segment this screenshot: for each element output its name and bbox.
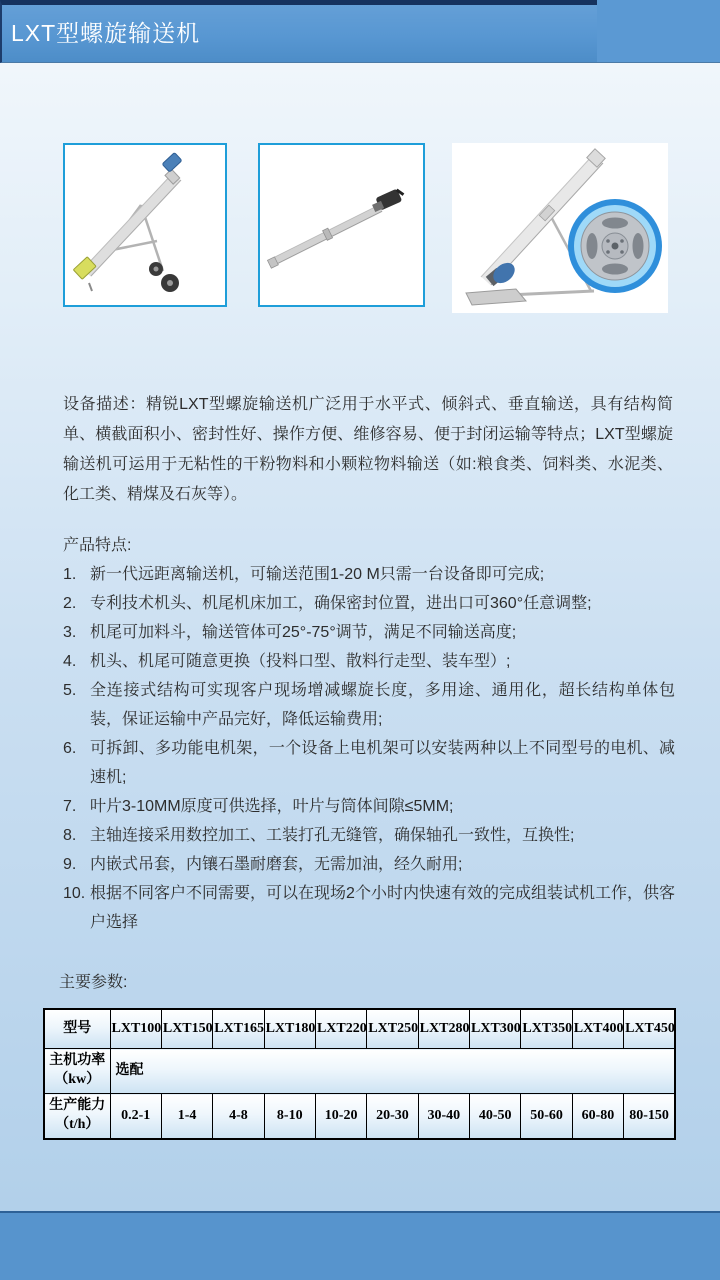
feature-number: 6.: [63, 740, 77, 757]
feature-number: 5.: [63, 682, 77, 699]
capacity-cell: 4-8: [213, 1094, 264, 1140]
capacity-cell: 60-80: [572, 1094, 623, 1140]
header-right-band: [597, 0, 720, 63]
inclined-conveyor-drawing: [452, 143, 668, 313]
tripod-conveyor-drawing: [65, 145, 225, 305]
feature-item: [63, 589, 675, 618]
tube-conveyor-drawing: [260, 145, 423, 305]
parameters-table: [43, 1008, 676, 1140]
feature-number: 9.: [63, 856, 77, 873]
capacity-cell: 40-50: [470, 1094, 521, 1140]
parameters-heading: 主要参数:: [59, 974, 128, 991]
page-title: LXT型螺旋输送机: [11, 20, 201, 46]
model-cell: LXT250: [367, 1009, 418, 1049]
feature-text: 专利技术机头、机尾机床加工，确保密封位置，进出口可360°任意调整;: [90, 595, 592, 612]
model-cell: LXT450: [624, 1009, 675, 1049]
features-list: [63, 560, 675, 937]
model-cell: LXT100: [110, 1009, 161, 1049]
capacity-cell: 1-4: [161, 1094, 212, 1140]
feature-number: 3.: [63, 624, 77, 641]
feature-item: [63, 647, 675, 676]
feature-item: [63, 734, 675, 792]
power-label-cell: 主机功率（kw）: [44, 1049, 110, 1094]
feature-number: 2.: [63, 595, 77, 612]
feature-number: 4.: [63, 653, 77, 670]
model-cell: LXT400: [572, 1009, 623, 1049]
model-cell: LXT350: [521, 1009, 572, 1049]
table-row-power: [44, 1049, 675, 1094]
feature-item: [63, 850, 675, 879]
feature-text: 机尾可加料斗，输送管体可25°-75°调节，满足不同输送高度;: [90, 624, 517, 641]
feature-text: 可拆卸、多功能电机架，一个设备上电机架可以安装两种以上不同型号的电机、减速机;: [90, 740, 675, 786]
model-cell: LXT165: [213, 1009, 264, 1049]
feature-text: 根据不同客户不同需要，可以在现场2个小时内快速有效的完成组装试机工作，供客户选择: [90, 885, 675, 931]
capacity-label-cell: 生产能力（t/h）: [44, 1094, 110, 1140]
capacity-cell: 80-150: [624, 1094, 675, 1140]
feature-number: 7.: [63, 798, 77, 815]
feature-text: 内嵌式吊套，内镶石墨耐磨套，无需加油，经久耐用;: [90, 856, 463, 873]
product-photo-inclined-conveyor: [452, 143, 668, 313]
feature-item: [63, 879, 675, 937]
model-cell: LXT180: [264, 1009, 315, 1049]
feature-text: 新一代远距离输送机，可输送范围1-20 M只需一台设备即可完成;: [90, 566, 545, 583]
feature-text: 叶片3-10MM原度可供选择，叶片与筒体间隙≤5MM;: [90, 798, 454, 815]
product-photo-tube-conveyor: [258, 143, 425, 307]
model-cell: LXT300: [470, 1009, 521, 1049]
features-heading: 产品特点:: [63, 537, 132, 554]
feature-number: 1.: [63, 566, 77, 583]
feature-item: [63, 792, 675, 821]
model-header-cell: 型号: [44, 1009, 110, 1049]
capacity-cell: 30-40: [418, 1094, 469, 1140]
feature-item: [63, 560, 675, 589]
product-description: 设备描述：精锐LXT型螺旋输送机广泛用于水平式、倾斜式、垂直输送，具有结构简单、横截面积小、密封性好、操作方便、维修容易、便于封闭运输等特点；LXT型螺旋输送机可运用于无粘性的干粉物料和小颗粒物料输送（如:粮食类、饲料类、水泥类、化工类、精煤及石灰等）。: [63, 396, 673, 503]
power-value-cell: 选配: [110, 1049, 675, 1094]
feature-text: 机头、机尾可随意更换（投料口型、散料行走型、装车型）;: [90, 653, 511, 670]
capacity-cell: 8-10: [264, 1094, 315, 1140]
model-cell: LXT220: [315, 1009, 366, 1049]
header-title-block: [0, 0, 597, 63]
feature-number: 10.: [63, 885, 86, 902]
capacity-cell: 20-30: [367, 1094, 418, 1140]
table-row-models: [44, 1009, 675, 1049]
content-area: [0, 63, 720, 1213]
table-row-capacity: [44, 1094, 675, 1140]
page-header: [0, 0, 720, 63]
model-cell: LXT280: [418, 1009, 469, 1049]
capacity-cell: 0.2-1: [110, 1094, 161, 1140]
feature-number: 8.: [63, 827, 77, 844]
model-cell: LXT150: [161, 1009, 212, 1049]
feature-item: [63, 676, 675, 734]
page-footer: [0, 1211, 720, 1280]
feature-item: [63, 821, 675, 850]
capacity-cell: 50-60: [521, 1094, 572, 1140]
feature-text: 全连接式结构可实现客户现场增减螺旋长度，多用途、通用化，超长结构单体包装，保证运输中产品完好，降低运输费用;: [90, 682, 675, 728]
product-photo-tripod-conveyor: [63, 143, 227, 307]
capacity-cell: 10-20: [315, 1094, 366, 1140]
feature-text: 主轴连接采用数控加工、工装打孔无缝管，确保轴孔一致性，互换性;: [90, 827, 575, 844]
feature-item: [63, 618, 675, 647]
